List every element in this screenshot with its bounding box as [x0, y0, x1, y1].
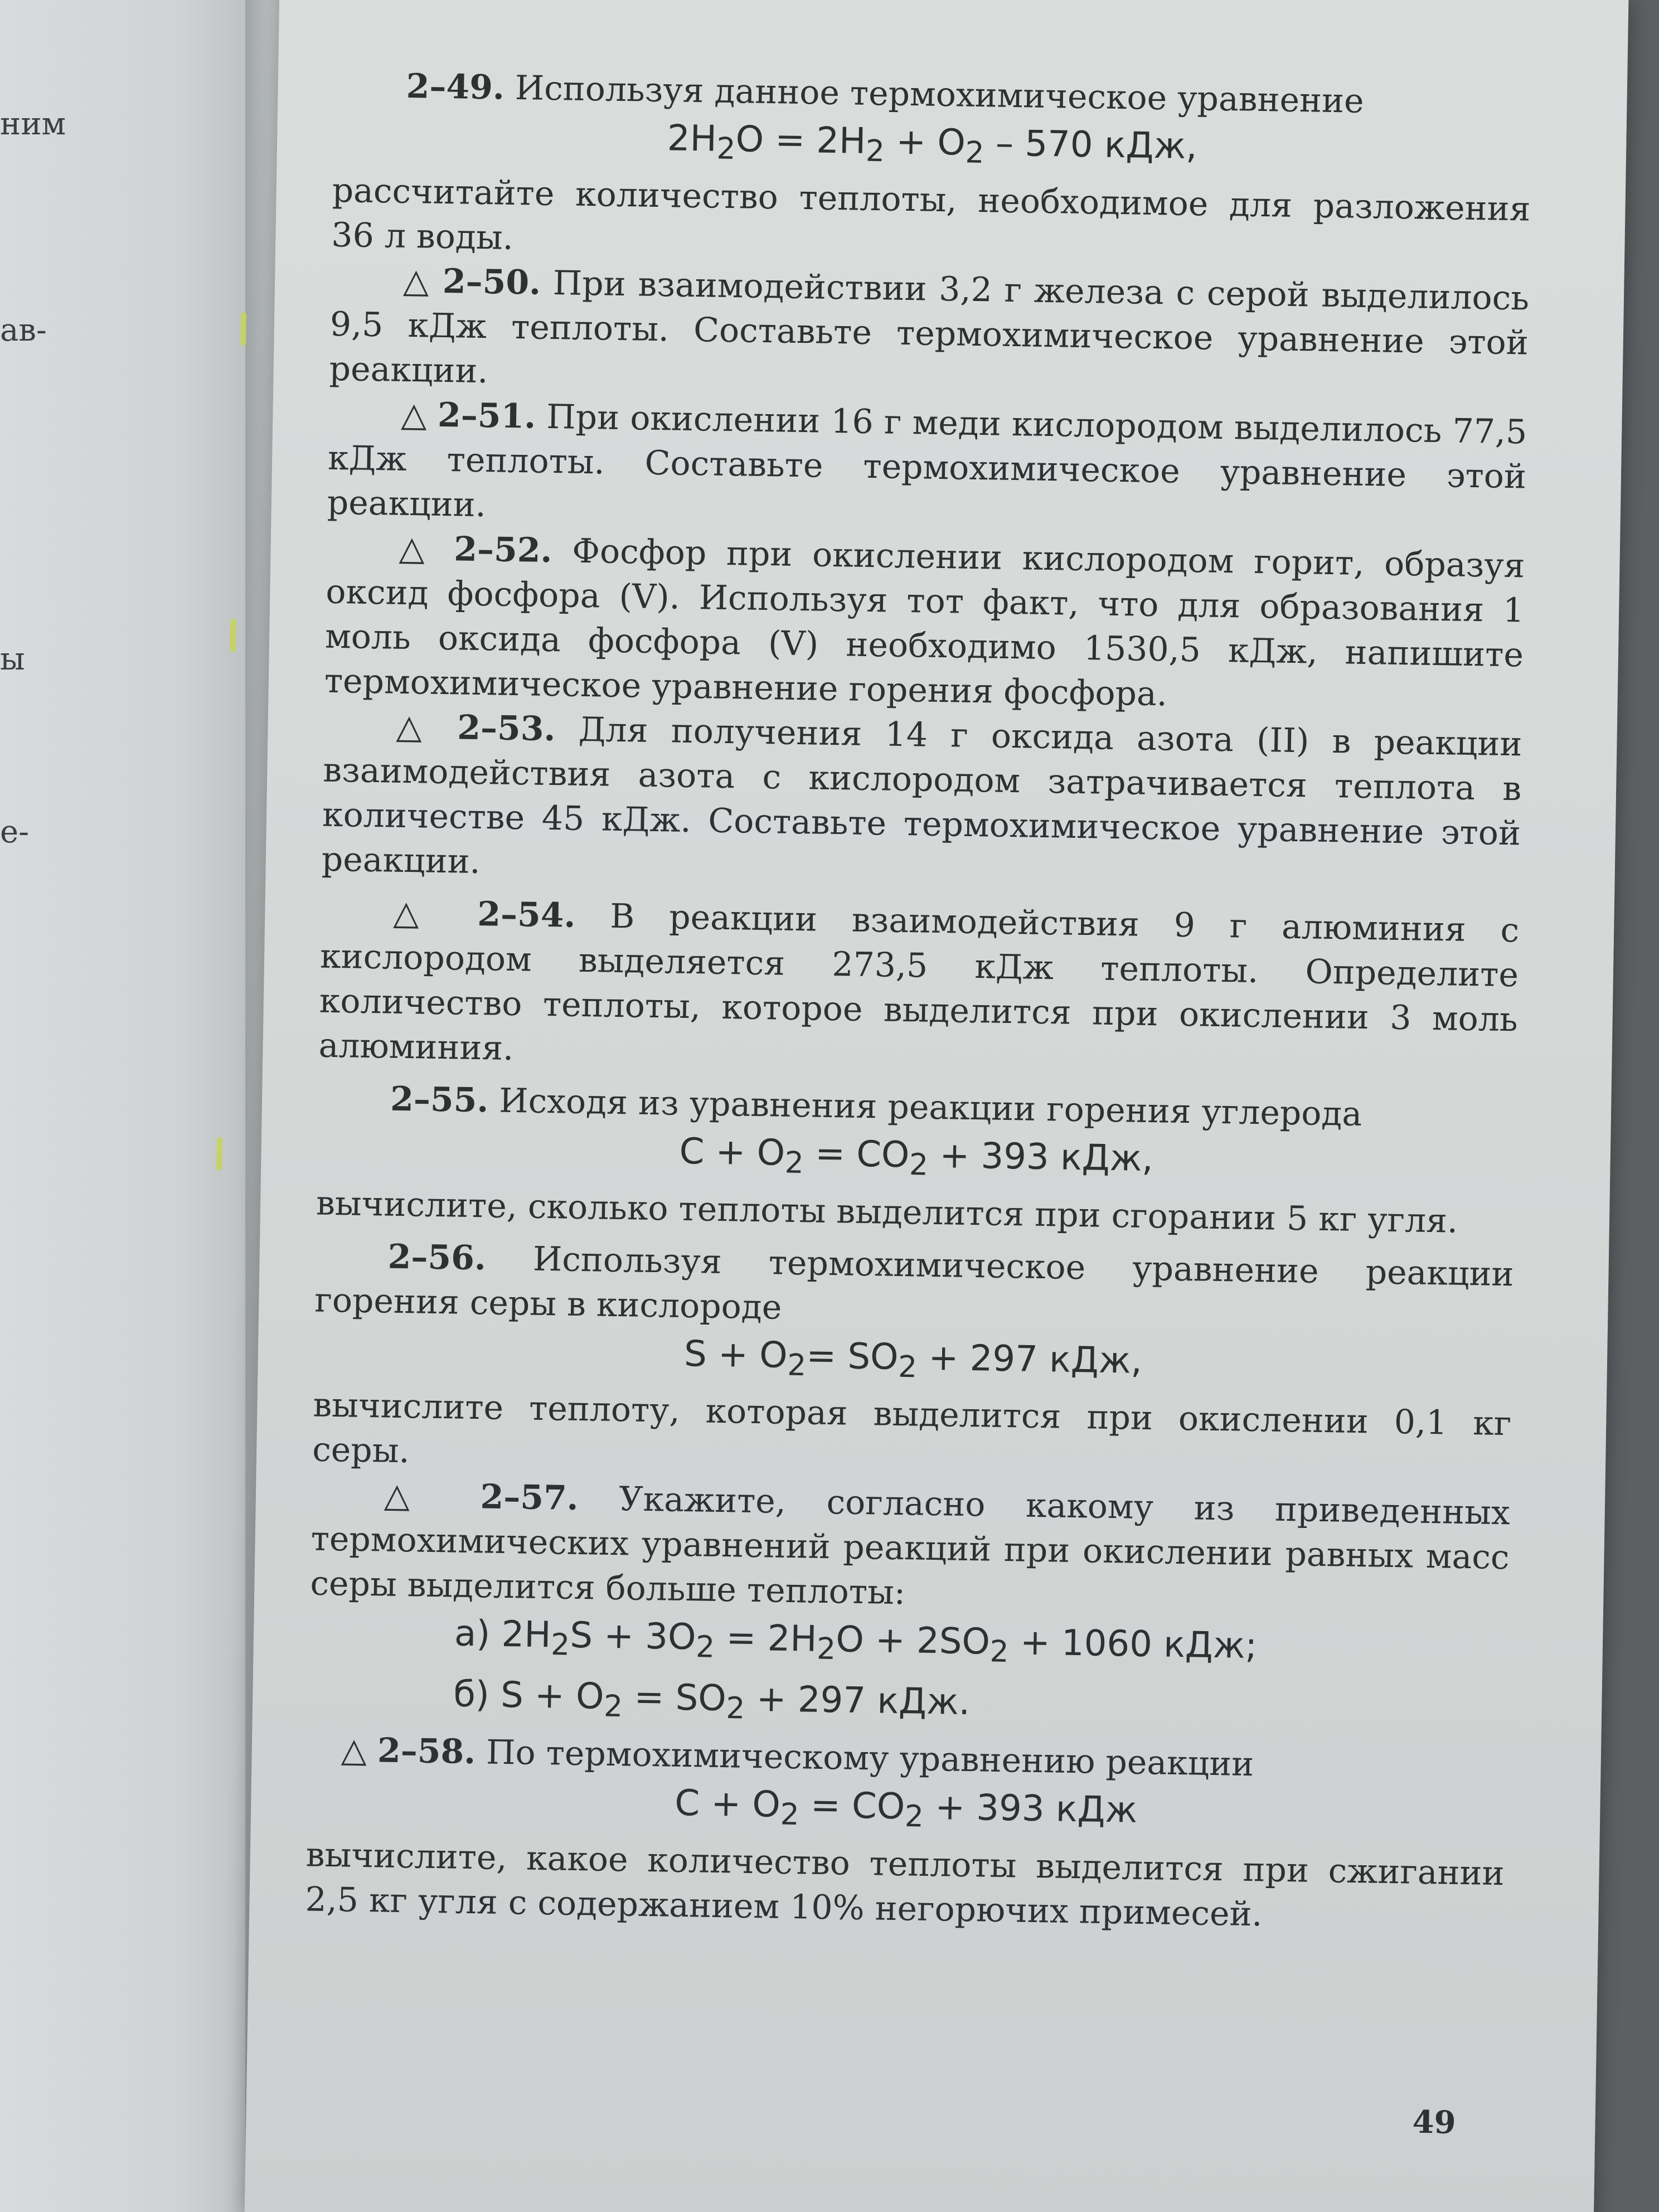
task-number: 2–50.	[442, 261, 541, 303]
triangle-icon: △	[392, 893, 443, 933]
task-text: Используя данное термохимическое уравнение	[515, 68, 1365, 121]
left-page-fragment: ав-	[0, 312, 47, 348]
task-text: При окислении 16 г меди кислородом выделилось 77,5 кДж теплоты. Составьте термохимическое уравнение этой реакции.	[327, 397, 1527, 525]
highlighter-mark	[216, 1137, 222, 1171]
task-2-53	[321, 703, 1522, 900]
task-2-56	[312, 1233, 1514, 1491]
task-text: Используя термохимическое уравнение реакции горения серы в кислороде	[314, 1239, 1515, 1327]
task-number: 2–54.	[477, 894, 576, 935]
equation: $C + O_2 = CO_2 + 393$ кДж	[674, 1782, 1138, 1834]
highlighter-mark	[240, 312, 246, 346]
task-text: Для получения 14 г оксида азота (II) в реакции взаимодействия азота с кислородом затрачивается теплота в количестве 45 кДж. Составьте термохимическое уравнение этой реакции.	[321, 710, 1522, 881]
page-text	[249, 62, 1532, 1941]
equation: $S + O_2= SO_2 + 297$ кДж,	[683, 1333, 1143, 1384]
task-2-49	[331, 63, 1532, 276]
book-page	[245, 0, 1629, 2212]
triangle-icon: △	[400, 395, 428, 435]
task-number: 2–55.	[390, 1079, 489, 1120]
task-number: 2–49.	[406, 66, 505, 108]
triangle-icon: △	[399, 528, 435, 569]
task-2-58	[305, 1727, 1506, 1941]
task-text: Исходя из уравнения реакции горения углерода	[498, 1081, 1362, 1134]
triangle-icon: △	[384, 1476, 440, 1516]
task-text: Фосфор при окислении кислородом горит, образуя оксид фосфора (V). Используя тот факт, что для образования 1 моль оксида фосфора (V) необходимо 1530,5 кДж, напишите термохимическое уравнение горения фосфора.	[324, 531, 1525, 714]
task-number: 2–56.	[387, 1237, 487, 1278]
task-number: 2–51.	[437, 395, 536, 436]
task-text-after: вычислите, сколько теплоты выделится при сгорании 5 кг угля.	[316, 1183, 1458, 1241]
equation: $C + O_2 = CO_2 + 393$ кДж,	[679, 1131, 1154, 1182]
task-number: 2–53.	[457, 708, 556, 749]
equation-option-a: а) $2H_2S + 3O_2 = 2H_2O + 2SO_2 + 1060$ кДж;	[454, 1613, 1258, 1670]
left-page-edge	[0, 0, 268, 2212]
task-2-52	[324, 525, 1525, 722]
highlighter-mark	[230, 619, 236, 652]
task-text-after: вычислите, какое количество теплоты выделится при сжигании 2,5 кг угля с содержанием 10% негорючих примесей.	[305, 1835, 1505, 1934]
task-text-after: рассчитайте количество теплоты, необходимое для разложения 36 л воды.	[331, 171, 1531, 258]
task-text: По термохимическому уравнению реакции	[486, 1733, 1254, 1784]
triangle-icon: △	[402, 261, 431, 301]
page-number: 49	[1412, 2103, 1457, 2141]
task-2-55	[316, 1075, 1517, 1244]
left-page-fragment: ы	[0, 641, 25, 677]
triangle-icon: △	[396, 707, 435, 747]
left-page-fragment: е-	[0, 814, 30, 850]
task-number: 2–52.	[453, 530, 553, 570]
task-2-57	[308, 1472, 1510, 1746]
task-text-after: вычислите теплоту, которая выделится при окислении 0,1 кг серы.	[312, 1385, 1512, 1471]
equation-option-b: б) $S + O_2 = SO_2 + 297$ кДж.	[453, 1673, 971, 1726]
task-2-54	[318, 889, 1520, 1086]
task-2-50	[329, 258, 1530, 410]
task-text: Укажите, согласно какому из приведенных термохимических уравнений реакций при окислении равных масс серы выделится больше теплоты:	[309, 1479, 1511, 1613]
task-2-51	[327, 391, 1527, 544]
task-text: При взаимодействии 3,2 г железа с серой выделилось 9,5 кДж теплоты. Составьте термохимическое уравнение этой реакции.	[329, 263, 1530, 391]
task-text: В реакции взаимодействия 9 г алюминия с кислородом выделяется 273,5 кДж теплоты. Определите количество теплоты, которое выделится при окислении 3 моль алюминия.	[318, 896, 1520, 1068]
equation: $2H_2O = 2H_2 + O_2 - 570$ кДж,	[667, 118, 1198, 170]
task-number: 2–57.	[479, 1477, 579, 1519]
left-page-fragment: ним	[0, 106, 66, 142]
triangle-icon: △	[341, 1730, 367, 1770]
task-number: 2–58.	[377, 1731, 476, 1772]
